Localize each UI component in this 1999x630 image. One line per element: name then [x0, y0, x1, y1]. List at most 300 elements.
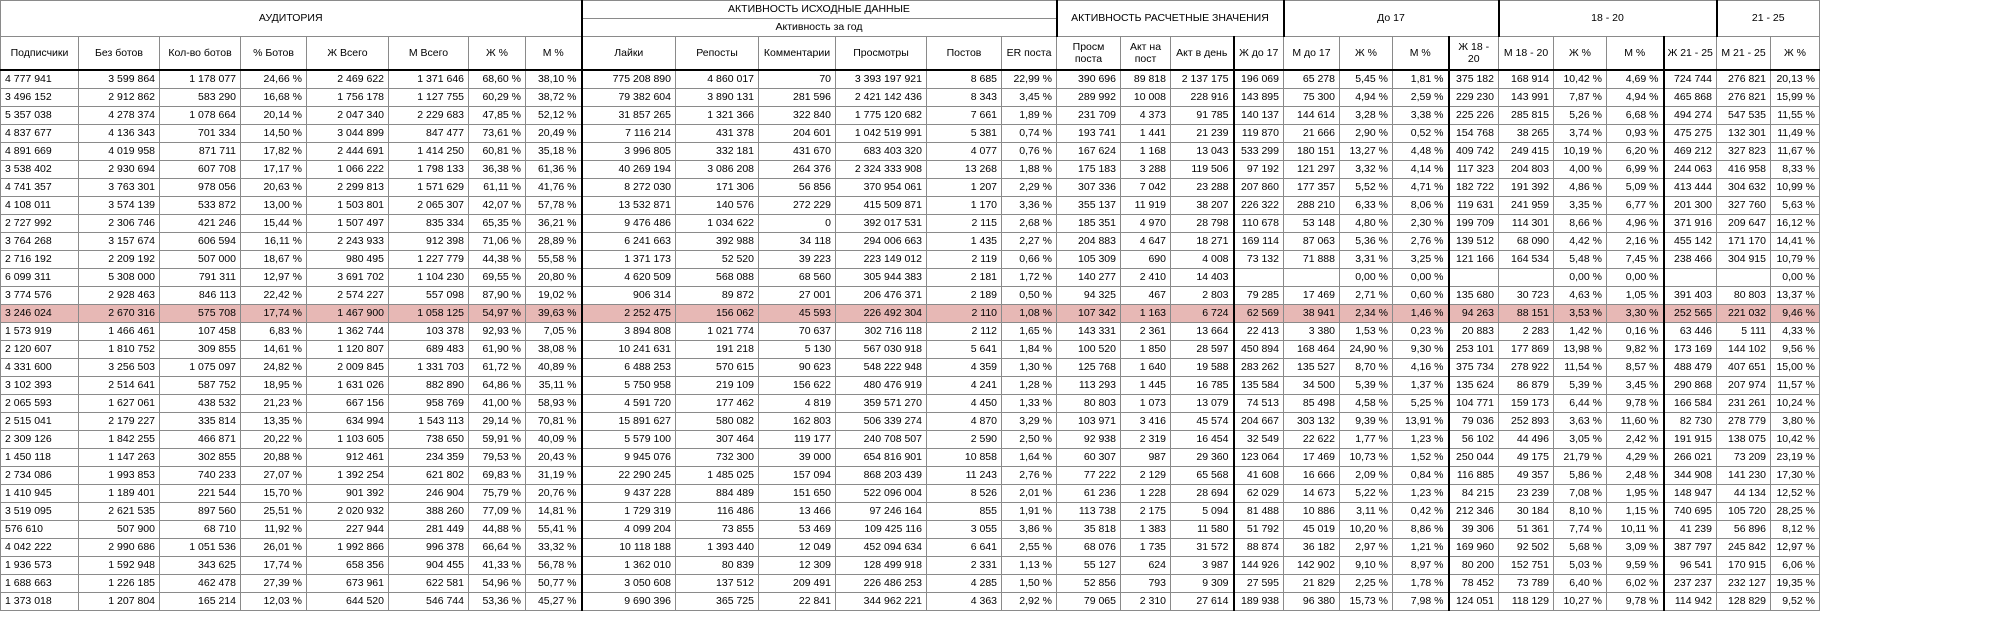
table-cell: 11 243 [927, 467, 1002, 485]
table-cell: 5,36 % [1340, 233, 1393, 251]
table-cell: 73 789 [1499, 575, 1554, 593]
table-cell: 237 237 [1664, 575, 1717, 593]
table-cell: 4 970 [1121, 215, 1171, 233]
table-cell: 958 769 [389, 395, 469, 413]
table-cell: 2 928 463 [79, 287, 160, 305]
table-cell: 335 814 [160, 413, 241, 431]
table-cell: 4 331 600 [1, 359, 79, 377]
table-cell: 8 343 [927, 89, 1002, 107]
table-cell: 12,03 % [241, 593, 307, 611]
table-cell: 667 156 [307, 395, 389, 413]
table-cell: 41 239 [1664, 521, 1717, 539]
table-cell: 34 500 [1284, 377, 1340, 395]
table-cell: 65 568 [1171, 467, 1234, 485]
table-cell: 140 137 [1234, 107, 1284, 125]
table-cell: 113 738 [1057, 503, 1121, 521]
table-cell: 8,66 % [1554, 215, 1607, 233]
table-cell: 2 129 [1121, 467, 1171, 485]
table-cell: 70 [759, 70, 836, 89]
table-cell [1284, 269, 1340, 287]
table-row [1, 215, 1820, 233]
table-cell: 3 393 197 921 [836, 70, 927, 89]
table-cell: 5,86 % [1554, 467, 1607, 485]
table-cell: 3,29 % [1002, 413, 1057, 431]
table-cell: 5 094 [1171, 503, 1234, 521]
table-cell: 5,39 % [1554, 377, 1607, 395]
table-row [1, 89, 1820, 107]
table-cell: 79 036 [1449, 413, 1499, 431]
table-cell: 5,22 % [1340, 485, 1393, 503]
table-cell: 6,44 % [1554, 395, 1607, 413]
table-cell: 107 342 [1057, 305, 1121, 323]
table-cell: 20,63 % [241, 179, 307, 197]
table-cell: 4 741 357 [1, 179, 79, 197]
column-header: Ж % [469, 37, 526, 71]
table-cell: 90 623 [759, 359, 836, 377]
table-cell: 50,77 % [526, 575, 582, 593]
table-cell: 121 297 [1284, 161, 1340, 179]
table-cell: 2,34 % [1340, 305, 1393, 323]
table-cell: 5,63 % [1771, 197, 1820, 215]
table-cell: 547 535 [1717, 107, 1771, 125]
table-cell: 143 895 [1234, 89, 1284, 107]
table-cell: 1 627 061 [79, 395, 160, 413]
table-cell: 16 785 [1171, 377, 1234, 395]
table-cell: 9 945 076 [582, 449, 676, 467]
column-header: % Ботов [241, 37, 307, 71]
table-cell: 171 306 [676, 179, 759, 197]
table-cell: 34 118 [759, 233, 836, 251]
table-cell: 1,15 % [1607, 503, 1664, 521]
table-row [1, 341, 1820, 359]
table-cell: 229 230 [1449, 89, 1499, 107]
table-cell: 1 810 752 [79, 341, 160, 359]
table-cell: 53 469 [759, 521, 836, 539]
table-cell: 3 157 674 [79, 233, 160, 251]
table-cell: 371 916 [1664, 215, 1717, 233]
table-cell: 10 008 [1121, 89, 1171, 107]
table-cell: 28,89 % [526, 233, 582, 251]
table-cell: 1 331 703 [389, 359, 469, 377]
table-cell: 1 450 118 [1, 449, 79, 467]
table-cell: 4 450 [927, 395, 1002, 413]
table-cell: 607 708 [160, 161, 241, 179]
table-cell: 567 030 918 [836, 341, 927, 359]
table-cell: 253 101 [1449, 341, 1499, 359]
table-cell: 4,16 % [1393, 359, 1449, 377]
table-cell: 143 991 [1499, 89, 1554, 107]
table-cell: 6,06 % [1771, 557, 1820, 575]
table-cell: 1 051 536 [160, 539, 241, 557]
table-cell: 5 308 000 [79, 269, 160, 287]
table-cell: 1,30 % [1002, 359, 1057, 377]
table-cell: 21,79 % [1554, 449, 1607, 467]
table-cell: 6,68 % [1607, 107, 1664, 125]
table-cell: 8,06 % [1393, 197, 1449, 215]
table-cell: 39 223 [759, 251, 836, 269]
table-cell: 11,55 % [1771, 107, 1820, 125]
table-cell: 11,54 % [1554, 359, 1607, 377]
table-cell: 533 299 [1234, 143, 1284, 161]
column-header: Кол-во ботов [160, 37, 241, 71]
table-cell: 24,90 % [1340, 341, 1393, 359]
column-header: Постов [927, 37, 1002, 71]
table-cell: 62 029 [1234, 485, 1284, 503]
table-cell: 44,88 % [469, 521, 526, 539]
table-cell: 30 723 [1499, 287, 1554, 305]
table-cell: 41,00 % [469, 395, 526, 413]
table-cell: 116 885 [1449, 467, 1499, 485]
table-cell: 182 722 [1449, 179, 1499, 197]
table-cell: 912 398 [389, 233, 469, 251]
table-cell: 17,74 % [241, 557, 307, 575]
table-cell: 16 666 [1284, 467, 1340, 485]
table-cell: 276 821 [1717, 70, 1771, 89]
table-cell: 2 361 [1121, 323, 1171, 341]
table-cell: 73 209 [1717, 449, 1771, 467]
table-cell: 281 449 [389, 521, 469, 539]
table-row [1, 593, 1820, 611]
table-cell: 20,80 % [526, 269, 582, 287]
table-cell: 11,92 % [241, 521, 307, 539]
table-cell: 29 360 [1171, 449, 1234, 467]
table-cell: 2 283 [1499, 323, 1554, 341]
table-cell: 13 079 [1171, 395, 1234, 413]
table-cell: 1 207 [927, 179, 1002, 197]
table-row [1, 305, 1820, 323]
table-cell: 79 065 [1057, 593, 1121, 611]
table-cell: 26,01 % [241, 539, 307, 557]
table-cell: 7,05 % [526, 323, 582, 341]
table-cell: 13,37 % [1771, 287, 1820, 305]
table-cell: 644 520 [307, 593, 389, 611]
table-cell: 252 893 [1499, 413, 1554, 431]
table-cell: 1,52 % [1393, 449, 1449, 467]
table-cell: 3,74 % [1554, 125, 1607, 143]
table-cell: 2 670 316 [79, 305, 160, 323]
table-cell: 45 574 [1171, 413, 1234, 431]
table-cell: 17,30 % [1771, 467, 1820, 485]
table-cell: 24,66 % [241, 70, 307, 89]
table-cell: 3 246 024 [1, 305, 79, 323]
table-cell: 3 890 131 [676, 89, 759, 107]
table-cell: 114 942 [1664, 593, 1717, 611]
table-cell: 266 021 [1664, 449, 1717, 467]
table-cell: 5,25 % [1393, 395, 1449, 413]
table-cell: 1 321 366 [676, 107, 759, 125]
table-cell: 27 001 [759, 287, 836, 305]
table-cell: 9,30 % [1393, 341, 1449, 359]
table-cell: 0,66 % [1002, 251, 1057, 269]
table-cell: 249 415 [1499, 143, 1554, 161]
table-cell: 0,74 % [1002, 125, 1057, 143]
table-cell: 36 182 [1284, 539, 1340, 557]
table-cell: 689 483 [389, 341, 469, 359]
table-cell: 228 916 [1171, 89, 1234, 107]
table-cell: 36,38 % [469, 161, 526, 179]
table-cell: 20,49 % [526, 125, 582, 143]
table-cell: 673 961 [307, 575, 389, 593]
table-cell: 431 378 [676, 125, 759, 143]
table-cell: 116 486 [676, 503, 759, 521]
table-cell: 1 168 [1121, 143, 1171, 161]
table-cell: 78 452 [1449, 575, 1499, 593]
table-cell: 17 469 [1284, 449, 1340, 467]
table-cell: 2 115 [927, 215, 1002, 233]
table-cell: 1 640 [1121, 359, 1171, 377]
table-cell: 159 173 [1499, 395, 1554, 413]
table-cell: 44,38 % [469, 251, 526, 269]
table-cell: 20,14 % [241, 107, 307, 125]
table-cell: 1 543 113 [389, 413, 469, 431]
table-cell: 113 293 [1057, 377, 1121, 395]
table-cell: 2 716 192 [1, 251, 79, 269]
table-cell: 12 049 [759, 539, 836, 557]
table-cell: 25,51 % [241, 503, 307, 521]
table-cell: 36,21 % [526, 215, 582, 233]
table-cell: 10,19 % [1554, 143, 1607, 161]
table-cell: 1,78 % [1393, 575, 1449, 593]
table-row [1, 485, 1820, 503]
table-cell: 1 850 [1121, 341, 1171, 359]
table-cell: 303 132 [1284, 413, 1340, 431]
table-cell: 1 042 519 991 [836, 125, 927, 143]
table-cell: 2 065 593 [1, 395, 79, 413]
table-cell: 204 667 [1234, 413, 1284, 431]
table-cell: 13,27 % [1340, 143, 1393, 161]
table-cell: 4 591 720 [582, 395, 676, 413]
table-cell: 79,53 % [469, 449, 526, 467]
table-cell: 1 034 622 [676, 215, 759, 233]
table-cell: 56 102 [1449, 431, 1499, 449]
table-cell: 1 466 461 [79, 323, 160, 341]
column-header: Ж 21 - 25 [1664, 37, 1717, 71]
table-cell: 80 803 [1717, 287, 1771, 305]
table-cell: 18 271 [1171, 233, 1234, 251]
table-cell: 5,09 % [1607, 179, 1664, 197]
table-row [1, 179, 1820, 197]
table-cell: 1 798 133 [389, 161, 469, 179]
table-cell: 227 944 [307, 521, 389, 539]
table-cell: 1 226 185 [79, 575, 160, 593]
table-cell: 87,90 % [469, 287, 526, 305]
table-cell: 8,33 % [1771, 161, 1820, 179]
table-row [1, 467, 1820, 485]
table-cell: 1 775 120 682 [836, 107, 927, 125]
table-cell: 621 802 [389, 467, 469, 485]
table-cell: 469 212 [1664, 143, 1717, 161]
table-cell: 375 182 [1449, 70, 1499, 89]
table-row [1, 449, 1820, 467]
table-cell: 3 894 808 [582, 323, 676, 341]
table-cell: 1 227 779 [389, 251, 469, 269]
table-cell: 2,76 % [1002, 467, 1057, 485]
table-cell: 10 886 [1284, 503, 1340, 521]
table-cell: 884 489 [676, 485, 759, 503]
column-header-row [1, 37, 1820, 71]
table-cell: 10,79 % [1771, 251, 1820, 269]
table-cell: 121 166 [1449, 251, 1499, 269]
table-cell: 22 841 [759, 593, 836, 611]
table-cell: 1,88 % [1002, 161, 1057, 179]
table-cell: 3 691 702 [307, 269, 389, 287]
table-cell: 3 538 402 [1, 161, 79, 179]
table-cell: 11,57 % [1771, 377, 1820, 395]
table-cell: 13,35 % [241, 413, 307, 431]
table-cell: 3 764 268 [1, 233, 79, 251]
table-cell: 100 520 [1057, 341, 1121, 359]
table-cell: 5 750 958 [582, 377, 676, 395]
table-cell: 1,72 % [1002, 269, 1057, 287]
table-cell: 39,63 % [526, 305, 582, 323]
table-cell: 4,29 % [1607, 449, 1664, 467]
table-cell: 6,99 % [1607, 161, 1664, 179]
table-cell: 177 462 [676, 395, 759, 413]
table-cell: 3,53 % [1554, 305, 1607, 323]
column-header: Ж % [1771, 37, 1820, 71]
column-header: М до 17 [1284, 37, 1340, 71]
table-row [1, 70, 1820, 89]
table-cell: 387 797 [1664, 539, 1717, 557]
table-cell: 68 710 [160, 521, 241, 539]
table-cell: 912 461 [307, 449, 389, 467]
table-cell: 32 549 [1234, 431, 1284, 449]
column-header: Комментарии [759, 37, 836, 71]
table-cell: 3 256 503 [79, 359, 160, 377]
table-cell: 3 050 608 [582, 575, 676, 593]
table-cell: 68,60 % [469, 70, 526, 89]
table-cell: 117 323 [1449, 161, 1499, 179]
table-cell: 20,22 % [241, 431, 307, 449]
table-row [1, 107, 1820, 125]
table-cell: 5 111 [1717, 323, 1771, 341]
table-cell: 207 860 [1234, 179, 1284, 197]
table-cell: 2 020 932 [307, 503, 389, 521]
table-cell: 2,30 % [1393, 215, 1449, 233]
table-cell: 38,72 % [526, 89, 582, 107]
column-header: Ж % [1340, 37, 1393, 71]
table-cell: 568 088 [676, 269, 759, 287]
table-cell: 1 414 250 [389, 143, 469, 161]
table-cell: 5 641 [927, 341, 1002, 359]
table-cell: 1,50 % [1002, 575, 1057, 593]
table-cell: 507 900 [79, 521, 160, 539]
table-cell: 169 114 [1234, 233, 1284, 251]
table-cell: 38,10 % [526, 70, 582, 89]
table-cell: 3,30 % [1607, 305, 1664, 323]
table-cell: 96 380 [1284, 593, 1340, 611]
table-cell: 2,59 % [1393, 89, 1449, 107]
table-cell: 92 502 [1499, 539, 1554, 557]
table-cell: 3,38 % [1393, 107, 1449, 125]
table-cell: 392 017 531 [836, 215, 927, 233]
table-cell: 2 189 [927, 287, 1002, 305]
table-cell: 14,50 % [241, 125, 307, 143]
table-cell: 4 278 374 [79, 107, 160, 125]
table-cell: 175 183 [1057, 161, 1121, 179]
table-cell: 4 359 [927, 359, 1002, 377]
table-cell: 4 136 343 [79, 125, 160, 143]
table-cell: 74 513 [1234, 395, 1284, 413]
table-cell: 9,39 % [1340, 413, 1393, 431]
table-cell: 12,52 % [1771, 485, 1820, 503]
table-cell: 1 393 440 [676, 539, 759, 557]
table-cell: 69,55 % [469, 269, 526, 287]
table-cell: 1 435 [927, 233, 1002, 251]
table-cell: 9,52 % [1771, 593, 1820, 611]
column-header: ER поста [1002, 37, 1057, 71]
table-cell: 3 519 095 [1, 503, 79, 521]
table-cell [1234, 269, 1284, 287]
table-cell: 13 268 [927, 161, 1002, 179]
table-cell: 1,37 % [1393, 377, 1449, 395]
table-cell: 189 938 [1234, 593, 1284, 611]
table-cell: 148 947 [1664, 485, 1717, 503]
table-cell: 587 752 [160, 377, 241, 395]
table-cell: 2 209 192 [79, 251, 160, 269]
table-cell: 221 544 [160, 485, 241, 503]
table-cell: 683 403 320 [836, 143, 927, 161]
table-cell: 344 962 221 [836, 593, 927, 611]
table-cell: 5 130 [759, 341, 836, 359]
table-cell: 157 094 [759, 467, 836, 485]
table-cell: 241 959 [1499, 197, 1554, 215]
table-cell: 868 203 439 [836, 467, 927, 485]
table-cell: 1 485 025 [676, 467, 759, 485]
table-cell: 41,33 % [469, 557, 526, 575]
table-cell: 225 226 [1449, 107, 1499, 125]
table-cell: 92 938 [1057, 431, 1121, 449]
table-cell: 0,76 % [1002, 143, 1057, 161]
table-cell: 1 936 573 [1, 557, 79, 575]
table-cell: 80 839 [676, 557, 759, 575]
table-cell: 2 514 641 [79, 377, 160, 395]
table-cell: 276 821 [1717, 89, 1771, 107]
table-cell: 20 883 [1449, 323, 1499, 341]
table-cell: 65,35 % [469, 215, 526, 233]
table-cell: 309 855 [160, 341, 241, 359]
table-cell: 11 919 [1121, 197, 1171, 215]
table-cell: 455 142 [1664, 233, 1717, 251]
table-cell: 22 413 [1234, 323, 1284, 341]
table-row [1, 377, 1820, 395]
table-cell: 61 236 [1057, 485, 1121, 503]
table-cell: 16,68 % [241, 89, 307, 107]
table-cell: 2 421 142 436 [836, 89, 927, 107]
table-cell: 65 278 [1284, 70, 1340, 89]
table-cell: 250 044 [1449, 449, 1499, 467]
table-cell: 14 403 [1171, 269, 1234, 287]
table-cell: 1 410 945 [1, 485, 79, 503]
table-cell: 54,96 % [469, 575, 526, 593]
table-cell: 81 488 [1234, 503, 1284, 521]
table-cell: 4 099 204 [582, 521, 676, 539]
table-cell: 343 625 [160, 557, 241, 575]
table-cell: 238 466 [1664, 251, 1717, 269]
table-cell: 231 261 [1717, 395, 1771, 413]
table-cell: 89 818 [1121, 70, 1171, 89]
table-cell: 75,79 % [469, 485, 526, 503]
table-row [1, 557, 1820, 575]
table-cell: 191 218 [676, 341, 759, 359]
table-cell: 3 416 [1121, 413, 1171, 431]
table-cell: 68 560 [759, 269, 836, 287]
table-cell: 264 376 [759, 161, 836, 179]
table-row [1, 431, 1820, 449]
table-cell: 570 615 [676, 359, 759, 377]
table-cell: 57,78 % [526, 197, 582, 215]
table-cell: 196 069 [1234, 70, 1284, 89]
